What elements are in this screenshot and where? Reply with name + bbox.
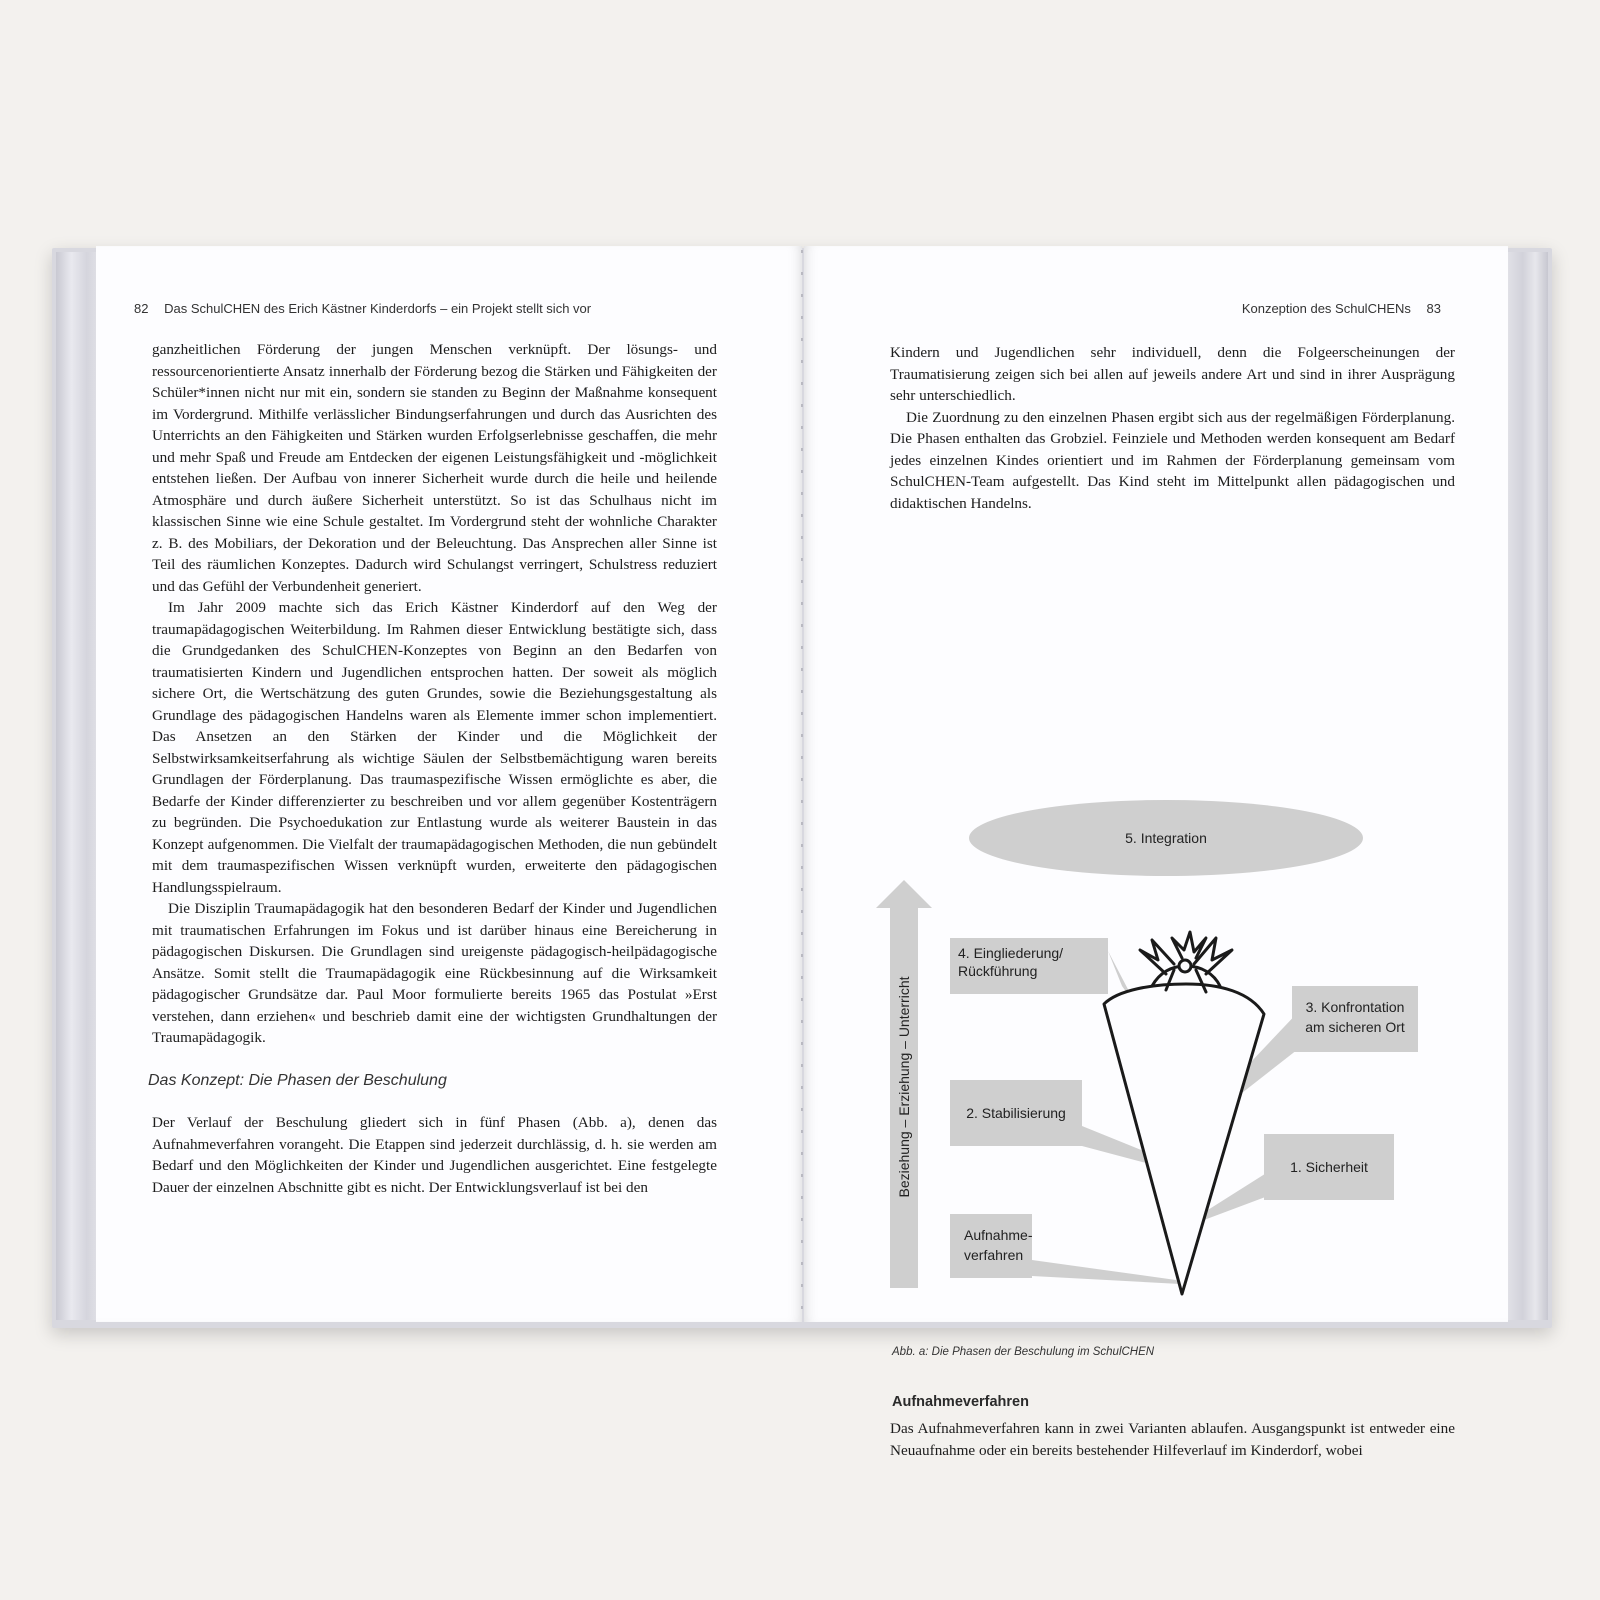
right-final-paragraph: Das Aufnahmeverfahren kann in zwei Varianten ablaufen. Ausgangspunkt ist entweder eine Neuaufnahme oder ein bereits bestehender Hilfeverlauf im Kinderdorf, wobei (890, 1420, 1455, 1459)
right-page-number: 83 (1426, 301, 1441, 316)
left-page (96, 246, 802, 1322)
phase-3-label-line1: 3. Konfrontation (1305, 999, 1405, 1015)
school-cone-icon (1104, 932, 1264, 1294)
phase-5-label: 5. Integration (1125, 830, 1207, 846)
right-page (804, 246, 1508, 1459)
phase-0-label-line2: verfahren (964, 1247, 1024, 1263)
phase-0-pointer (1032, 1260, 1180, 1284)
right-body-text (890, 342, 1455, 514)
right-running-head (1242, 301, 1453, 316)
left-paragraph-3: Die Disziplin Traumapädagogik hat den besonderen Bedarf der Kinder und Jugendlichen mit traumatischen Erfahrungen im Fokus und ist darüber hinaus eine Bereicherung in pädagogischen Diskursen. Die Grundlagen sind ureigenste pädagogisch-heilpädagogische Ansätze. Somit stellt die Traumapädagogik eine Rückbesinnung auf die Wirksamkeit pädagogischer Grundsätze dar. Paul Moor formulierte bereits 1965 das Postulat »Erst verstehen, dann erziehen« und beschrieb damit eine der wichtigsten Grundhaltungen der Traumapädagogik. (152, 900, 717, 1046)
phases-figure (890, 546, 1450, 1263)
left-body-text (152, 339, 717, 1049)
figure-caption: Abb. a: Die Phasen der Beschulung im SchulCHEN (892, 1346, 1155, 1358)
left-paragraph-2: Im Jahr 2009 machte sich das Erich Kästner Kinderdorf auf den Weg der traumapädagogischen Weiterbildung. Im Rahmen dieser Entwicklung bestätigte sich, dass die Grundgedanken des SchulCHEN-Konzeptes von Beginn an den Bedarfen von traumatisierten Kindern und Jugendlichen entsprochen hatten. Der soweit als möglich sichere Ort, die Wertschätzung des guten Grundes, sowie die Beziehungsgestaltung als Grundlage des pädagogischen Handelns waren als Elemente immer schon implementiert. Das Ansetzen an den Stärken der Kinder und die Möglichkeit der Selbstwirksamkeitserfahrung als wichtige Säulen der Selbstbemächtigung waren bereits Grundlagen der Förderplanung. Das traumaspezifische Wissen ermöglichte es aber, die Bedarfe der Kinder differenzierter zu beschreiben und vor allem gegenüber Kostenträgern zu begründen. Die Psychoedukation zur Entlastung wurde als weiterer Baustein in das Konzept aufgenommen. Die Vielfalt der traumapädagogischen Methoden, die nun gebündelt mit dem traumaspezifischen Wissen verknüpft wurden, erweiterte den pädagogischen Handlungsspielraum. (152, 599, 717, 896)
phase-4-label-line1: 4. Eingliederung/ (958, 945, 1064, 961)
phase-2-label: 2. Stabilisierung (966, 1105, 1066, 1121)
phase-0-box (950, 1214, 1032, 1278)
left-page-edges (56, 252, 100, 1320)
right-paragraph-1: Kindern und Jugendlichen sehr individuell, denn die Folgeerscheinungen der Traumatisierung zeigen sich bei allen auf jeweils andere Art und sind in ihrer Ausprägung sehr unterschiedlich. (890, 344, 1455, 404)
admission-section-heading: Aufnahmeverfahren (892, 1394, 1029, 1410)
right-page-edges (1506, 252, 1548, 1320)
phase-0-label-line1: Aufnahme- (964, 1227, 1033, 1243)
left-running-title: Das SchulCHEN des Erich Kästner Kinderdorfs – ein Projekt stellt sich vor (164, 301, 592, 316)
right-running-title: Konzeption des SchulCHENs (1241, 301, 1411, 316)
vertical-axis-label: Beziehung – Erziehung – Unterricht (896, 976, 912, 1198)
concept-subheading: Das Konzept: Die Phasen der Beschulung (148, 1072, 447, 1089)
spine-binding (801, 250, 803, 1320)
left-page-number: 82 (134, 301, 149, 316)
phase-1-label: 1. Sicherheit (1290, 1159, 1368, 1175)
left-final-paragraph: Der Verlauf der Beschulung gliedert sich in fünf Phasen (Abb. a), denen das Aufnahmeverfahren vorangeht. Die Etappen sind jederzeit durchlässig, d. h. sie werden am Bedarf und den Möglichkeiten der Kinder und Jugendlichen ausgerichtet. Eine festgelegte Dauer der einzelnen Abschnitte gibt es nicht. Der Entwicklungsverlauf ist bei den (152, 1114, 717, 1196)
right-paragraph-2: Die Zuordnung zu den einzelnen Phasen ergibt sich aus der regelmäßigen Förderplanung. Die Phasen enthalten das Grobziel. Feinziele und Methoden werden konsequent am Bedarf jedes einzelnen Kindes orientiert und im Rahmen der Förderplanung gemeinsam vom SchulCHEN-Team aufgestellt. Das Kind steht im Mittelpunkt allen pädagogischen und didaktischen Handelns. (890, 408, 1455, 512)
phase-4-label-line2: Rückführung (958, 963, 1038, 979)
left-paragraph-1: ganzheitlichen Förderung der jungen Menschen verknüpft. Der lösungs- und ressourcenorientierte Ansatz innerhalb der Förderung bezog die Stärken und Fähigkeiten der Schüler*innen nicht nur mit ein, sondern sie standen zu Beginn der Maßnahme konsequent im Vordergrund. Mithilfe verlässlicher Bindungserfahrungen und durch das Ausrichten des Unterrichts an den Fähigkeiten und Stärken wurden Erfolgserlebnisse geschaffen, die mehr und mehr Spaß und Freude am Entdecken der eigenen Leistungsfähigkeit und -möglichkeit entstehen ließen. Der Aufbau von innerer Sicherheit wurde durch die heile und heilende Atmosphäre und durch äußere Sicherheit unterstützt. So ist das Schulhaus nicht im klassischen Sinne wie eine Schule gestaltet. Im Vordergrund steht der wohnliche Charakter z. B. des Mobiliars, der Dekoration und der Beleuchtung. Das Ansprechen aller Sinne ist Teil des räumlichen Konzeptes. Dadurch wird Schulangst verringert, Schulstress reduziert und das Gefühl der Verbundenheit generiert. (152, 341, 717, 595)
phase-3-label-line2: am sicheren Ort (1305, 1019, 1405, 1035)
left-running-head (122, 301, 591, 316)
